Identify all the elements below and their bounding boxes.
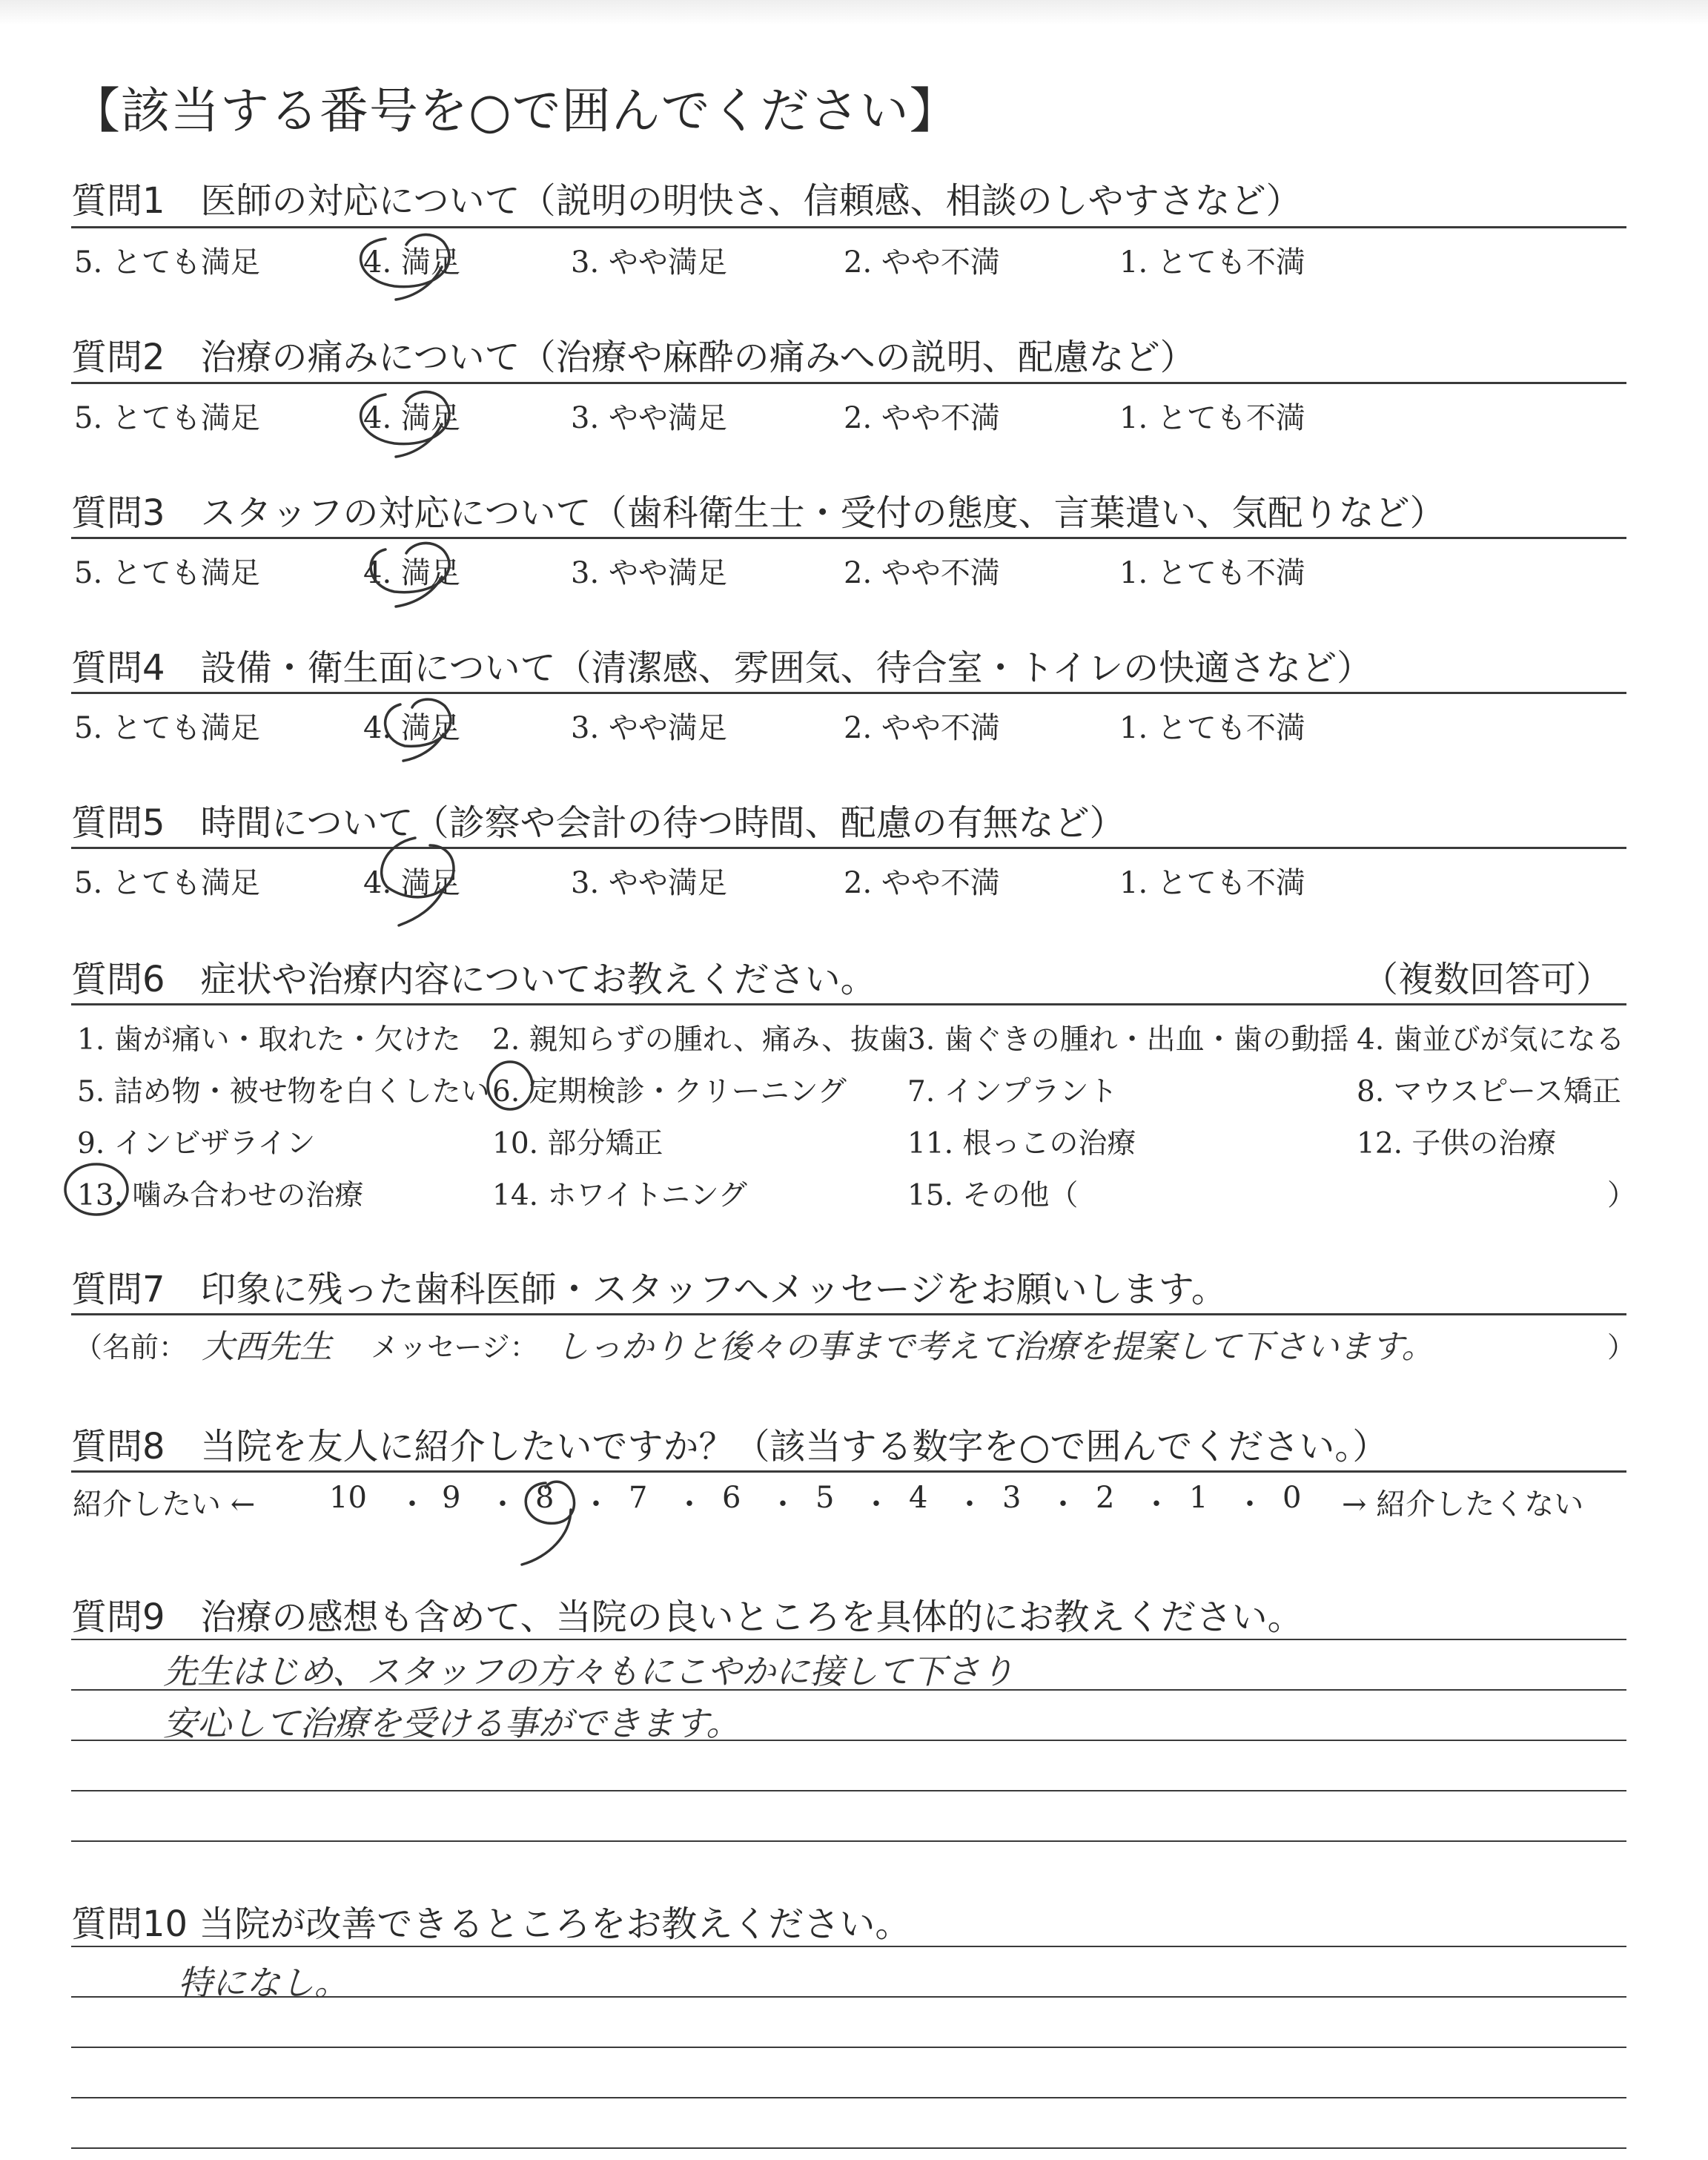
q1-selection-circle (361, 234, 449, 300)
q8-scale-2[interactable]: 2 (1096, 1481, 1115, 1515)
q3-option-5[interactable]: 5. とても満足 (74, 556, 260, 590)
q8-separator: ・ (1048, 1487, 1078, 1522)
q6-option-2[interactable]: 2. 親知らずの腫れ、痛み、抜歯 (492, 1023, 909, 1057)
q1-option-2[interactable]: 2. やや不満 (844, 245, 1000, 280)
q8-scale-8[interactable]: 8 (535, 1481, 555, 1515)
q6-option-14[interactable]: 14. ホワイトニング (492, 1179, 747, 1212)
q6-option-13[interactable]: 13. 噛み合わせの治療 (77, 1179, 364, 1212)
q2-option-3[interactable]: 3. やや満足 (571, 401, 727, 435)
q7-message-value[interactable]: しっかりと後々の事まで考えて治療を提案して下さいます。 (556, 1328, 1434, 1366)
q8-scale-5[interactable]: 5 (815, 1481, 835, 1515)
question-6-title: 質問6 症状や治療内容についてお教えください。 (71, 959, 876, 1000)
q6-option-5[interactable]: 5. 詰め物・被せ物を白くしたい (77, 1075, 490, 1109)
q8-scale-1[interactable]: 1 (1189, 1481, 1208, 1515)
q6-option-15[interactable]: 15. その他（ (907, 1179, 1079, 1212)
q8-scale-3[interactable]: 3 (1002, 1481, 1022, 1515)
q7-name-value[interactable]: 大西先生 (202, 1328, 332, 1366)
q6-option-8[interactable]: 8. マウスピース矯正 (1357, 1075, 1621, 1109)
q4-option-4[interactable]: 4. 満足 (363, 711, 460, 745)
q6-option-9[interactable]: 9. インビザライン (77, 1127, 316, 1160)
q6-option-13-circle (65, 1164, 128, 1215)
q4-selection-circle (385, 699, 451, 761)
q8-separator: ・ (581, 1487, 611, 1522)
question-1-title: 質問1 医師の対応について（説明の明快さ、信頼感、相談のしやすさなど） (71, 180, 1302, 222)
q5-option-4[interactable]: 4. 満足 (363, 866, 460, 900)
q1-option-1[interactable]: 1. とても不満 (1119, 245, 1305, 280)
question-7-title: 質問7 印象に残った歯科医師・スタッフへメッセージをお願いします。 (71, 1269, 1227, 1310)
q4-option-3[interactable]: 3. やや満足 (571, 711, 727, 745)
q9-answer-line-2[interactable]: 安心して治療を受ける事ができます。 (163, 1703, 741, 1743)
form-header: 【該当する番号を○で囲んでください】 (71, 82, 959, 139)
q6-option-1[interactable]: 1. 歯が痛い・取れた・欠けた (77, 1023, 461, 1057)
q5-option-2[interactable]: 2. やや不満 (844, 866, 1000, 900)
q5-option-3[interactable]: 3. やや満足 (571, 866, 727, 900)
q6-option-7[interactable]: 7. インプラント (907, 1075, 1118, 1109)
q2-option-4[interactable]: 4. 満足 (363, 401, 460, 435)
q7-name-label: （名前： (74, 1331, 188, 1364)
q8-selection-circle (522, 1482, 575, 1565)
q8-separator: ・ (1235, 1487, 1265, 1522)
q6-option-12[interactable]: 12. 子供の治療 (1357, 1127, 1557, 1160)
q5-option-1[interactable]: 1. とても不満 (1119, 866, 1305, 900)
q5-option-5[interactable]: 5. とても満足 (74, 866, 260, 900)
q8-separator: ・ (488, 1487, 517, 1522)
q6-option-6-circle (488, 1062, 532, 1109)
q7-message-label: メッセージ： (371, 1331, 538, 1364)
q6-option-11[interactable]: 11. 根っこの治療 (907, 1127, 1136, 1160)
q2-option-2[interactable]: 2. やや不満 (844, 401, 1000, 435)
question-2-title: 質問2 治療の痛みについて（治療や麻酔の痛みへの説明、配慮など） (71, 337, 1196, 378)
q8-separator: ・ (675, 1487, 704, 1522)
q3-option-1[interactable]: 1. とても不満 (1119, 556, 1305, 590)
question-9-title: 質問9 治療の感想も含めて、当院の良いところを具体的にお教えください。 (71, 1596, 1303, 1638)
q3-option-2[interactable]: 2. やや不満 (844, 556, 1000, 590)
q3-option-4[interactable]: 4. 満足 (363, 556, 460, 590)
q8-scale-10[interactable]: 10 (329, 1481, 367, 1515)
q8-separator: ・ (861, 1487, 891, 1522)
q8-right-label: → 紹介したくない (1342, 1487, 1584, 1522)
q3-option-3[interactable]: 3. やや満足 (571, 556, 727, 590)
q5-selection-circle (382, 838, 454, 925)
q8-scale-4[interactable]: 4 (909, 1481, 928, 1515)
q8-scale-9[interactable]: 9 (442, 1481, 461, 1515)
q3-selection-circle (371, 543, 449, 607)
q6-option-4[interactable]: 4. 歯並びが気になる (1357, 1023, 1625, 1057)
question-3-title: 質問3 スタッフの対応について（歯科衛生士・受付の態度、言葉遣い、気配りなど） (71, 492, 1446, 534)
q6-option-15-close: ） (1607, 1179, 1637, 1212)
q8-scale-6[interactable]: 6 (722, 1481, 741, 1515)
question-5-title: 質問5 時間について（診察や会計の待つ時間、配慮の有無など） (71, 802, 1125, 844)
q8-scale-7[interactable]: 7 (629, 1481, 648, 1515)
q8-separator: ・ (768, 1487, 798, 1522)
q1-option-4[interactable]: 4. 満足 (363, 245, 460, 280)
q6-option-10[interactable]: 10. 部分矯正 (492, 1127, 663, 1160)
q4-option-2[interactable]: 2. やや不満 (844, 711, 1000, 745)
q6-option-6[interactable]: 6. 定期検診・クリーニング (492, 1075, 847, 1109)
q1-option-5[interactable]: 5. とても満足 (74, 245, 260, 280)
question-8-title: 質問8 当院を友人に紹介したいですか？（該当する数字を○で囲んでください。） (71, 1426, 1388, 1467)
q8-separator: ・ (397, 1487, 427, 1522)
q2-selection-circle (361, 392, 449, 457)
q8-separator: ・ (1142, 1487, 1171, 1522)
q8-left-label: 紹介したい ← (73, 1487, 256, 1522)
question-4-title: 質問4 設備・衛生面について（清潔感、雰囲気、待合室・トイレの快適さなど） (71, 647, 1373, 689)
q6-option-3[interactable]: 3. 歯ぐきの腫れ・出血・歯の動揺 (907, 1023, 1349, 1057)
q4-option-1[interactable]: 1. とても不満 (1119, 711, 1305, 745)
q9-answer-line-1[interactable]: 先生はじめ、スタッフの方々もにこやかに接して下さり (163, 1651, 1015, 1691)
q2-option-5[interactable]: 5. とても満足 (74, 401, 260, 435)
question-10-title: 質問10 当院が改善できるところをお教えください。 (71, 1903, 911, 1945)
q2-option-1[interactable]: 1. とても不満 (1119, 401, 1305, 435)
q8-scale-0[interactable]: 0 (1282, 1481, 1302, 1515)
q10-answer-line-1[interactable]: 特になし。 (178, 1963, 348, 2003)
q4-option-5[interactable]: 5. とても満足 (74, 711, 260, 745)
q8-separator: ・ (955, 1487, 984, 1522)
q1-option-3[interactable]: 3. やや満足 (571, 245, 727, 280)
q7-close-paren: ） (1607, 1331, 1636, 1364)
question-6-note: （複数回答可） (1363, 959, 1612, 1000)
